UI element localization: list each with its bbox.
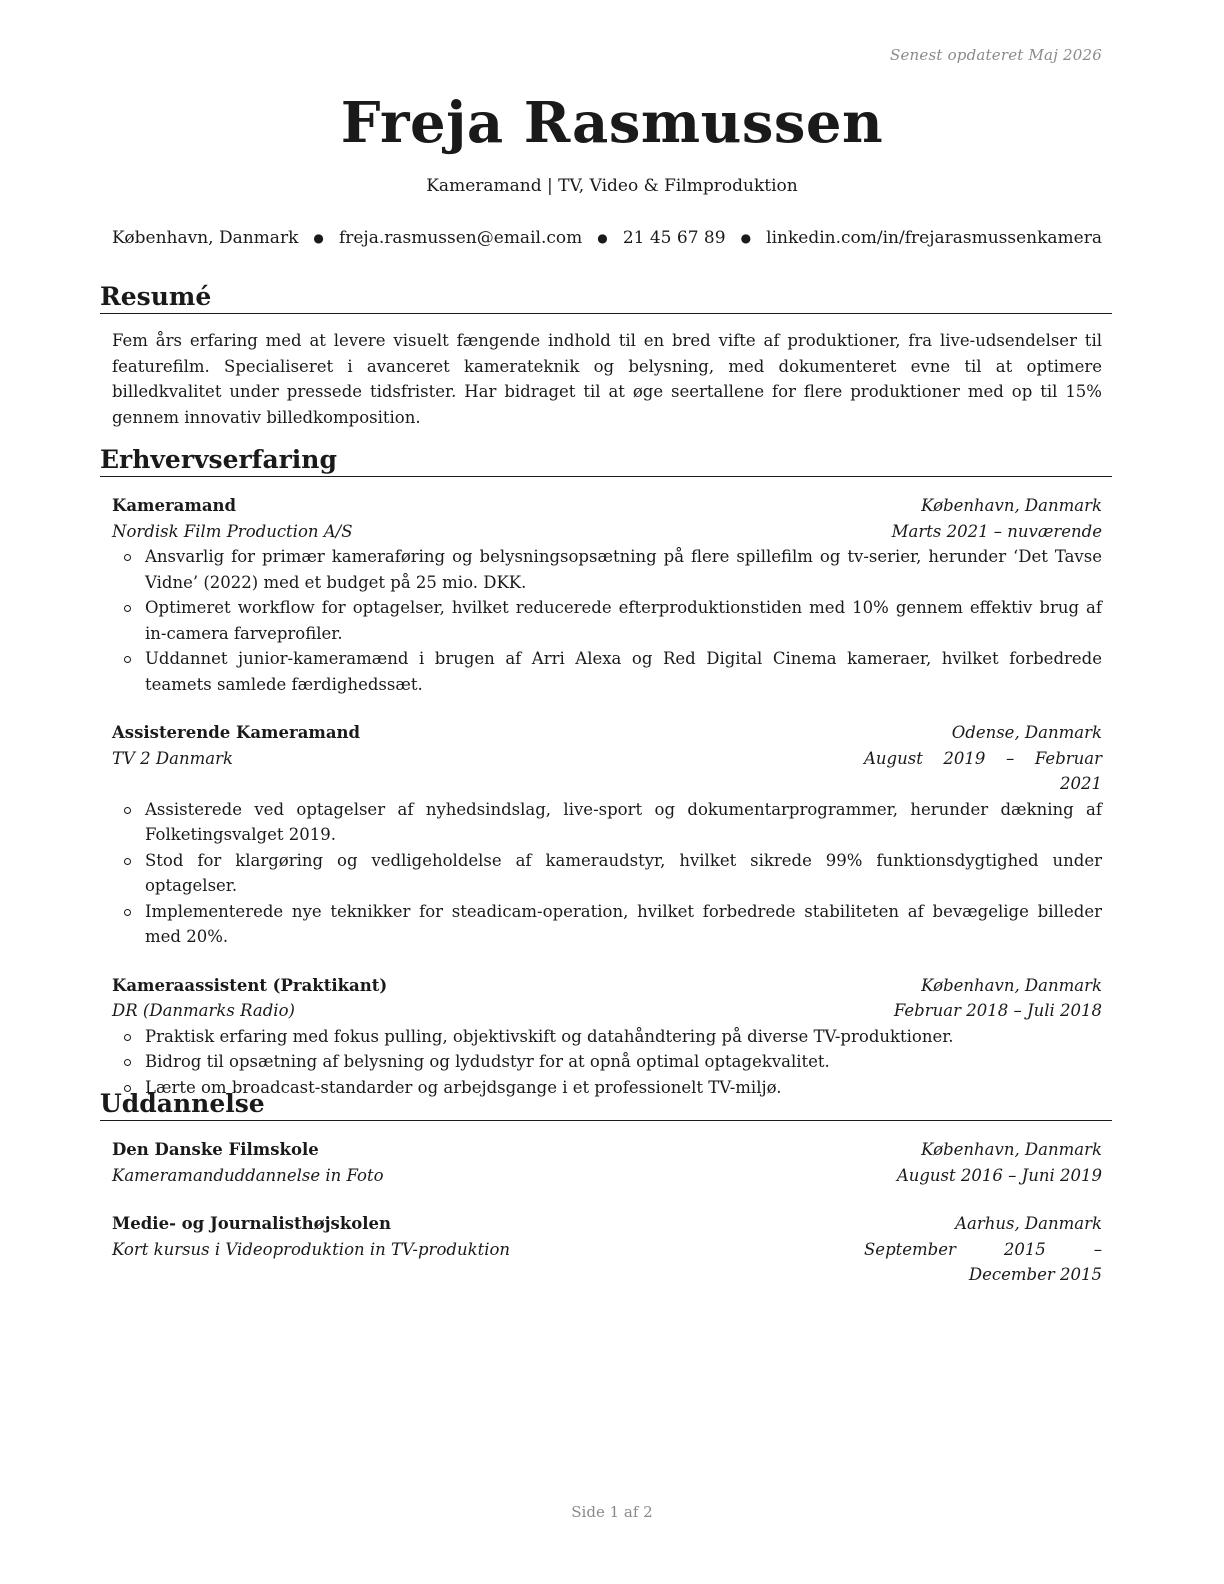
- experience-section: [100, 445, 1112, 1100]
- school-dates: August 2016 – Juni 2019: [896, 1165, 1102, 1185]
- school-degree: Kort kursus i Videoproduktion in TV-produktion: [112, 1239, 511, 1259]
- school-location: Aarhus, Danmark: [955, 1214, 1102, 1233]
- job-company: Nordisk Film Production A/S: [112, 521, 353, 541]
- job-role: Assisterende Kameramand: [112, 723, 361, 742]
- job-dates: Marts 2021 – nuværende: [891, 521, 1102, 541]
- school-location: København, Danmark: [921, 1140, 1102, 1159]
- contact-email[interactable]: freja.rasmussen@email.com: [338, 228, 583, 248]
- candidate-subtitle: Kameramand | TV, Video & Filmproduktion: [426, 176, 798, 196]
- list-item: Praktisk erfaring med fokus pulling, objektivskift og datahåndtering på diverse TV-produktioner.: [112, 1024, 1102, 1050]
- job-location: Odense, Danmark: [951, 723, 1102, 742]
- section-title-experience: Erhvervserfaring: [100, 445, 1112, 477]
- page-number: Side 1 af 2: [571, 1503, 653, 1521]
- school-name: Den Danske Filmskole: [112, 1140, 319, 1159]
- summary-section: [100, 282, 1112, 430]
- school-dates: September 2015 – December 2015: [864, 1239, 1102, 1284]
- contact-linkedin[interactable]: linkedin.com/in/frejarasmussenkamera: [766, 228, 1102, 248]
- job-dates: Februar 2018 – Juli 2018: [893, 1001, 1102, 1020]
- job-role: Kameramand: [112, 496, 237, 515]
- section-title-education: Uddannelse: [100, 1089, 1112, 1121]
- education-entry: [112, 1137, 1102, 1188]
- list-item: Uddannet junior-kameramænd i brugen af Arri Alexa og Red Digital Cinema kameraer, hvilket forbedrede teamets samlede færdighedssæt.: [112, 646, 1102, 697]
- job-location: København, Danmark: [921, 975, 1102, 995]
- bullet-separator-icon: ●: [313, 231, 324, 245]
- education-entry: [112, 1211, 1102, 1288]
- list-item: Stod for klargøring og vedligeholdelse af kameraudstyr, hvilket sikrede 99% funktionsdygtighed under optagelser.: [112, 848, 1102, 899]
- contact-line: [112, 228, 1102, 248]
- bullet-separator-icon: ●: [597, 231, 608, 245]
- list-item: Optimeret workflow for optagelser, hvilket reducerede efterproduktionstiden med 10% gennem effektiv brug af in-camera farveprofiler.: [112, 595, 1102, 646]
- candidate-name: Freja Rasmussen: [340, 90, 884, 156]
- contact-location: København, Danmark: [112, 228, 299, 248]
- job-bullets: [112, 544, 1102, 697]
- summary-text: Fem års erfaring med at levere visuelt fængende indhold til en bred vifte af produktioner, fra live-udsendelser til featurefilm. Specialiseret i avanceret kamerateknik og belysning, med dokumenteret evne til at optimere billedkvalitet under pressede tidsfrister. Har bidraget til at øge seertallene for flere produktioner med op til 15% gennem innovativ billedkomposition.: [112, 331, 1102, 427]
- job-entry: [112, 973, 1102, 1101]
- job-role: Kameraassistent (Praktikant): [112, 975, 388, 995]
- job-dates: August 2019 – Februar 2021: [864, 748, 1102, 793]
- list-item: Assisterede ved optagelser af nyhedsindslag, live-sport og dokumentarprogrammer, herunder dækning af Folketingsvalget 2019.: [112, 797, 1102, 848]
- bullet-separator-icon: ●: [740, 231, 752, 245]
- job-company: TV 2 Danmark: [112, 748, 233, 768]
- last-updated: Senest opdateret Maj 2026: [889, 46, 1102, 64]
- contact-phone: 21 45 67 89: [622, 228, 726, 248]
- list-item: Lærte om broadcast-standarder og arbejdsgange i et professionelt TV-miljø.: [112, 1075, 1102, 1101]
- education-section: [100, 1089, 1112, 1288]
- section-title-summary: Resumé: [100, 282, 1112, 314]
- list-item: Implementerede nye teknikker for steadicam-operation, hvilket forbedrede stabiliteten af bevægelige billeder med 20%.: [112, 899, 1102, 950]
- job-entry: [112, 493, 1102, 697]
- job-entry: [112, 720, 1102, 950]
- school-degree: Kameramanduddannelse in Foto: [112, 1165, 384, 1185]
- job-location: København, Danmark: [921, 496, 1102, 515]
- job-bullets: [112, 797, 1102, 950]
- list-item: Ansvarlig for primær kameraføring og belysningsopsætning på flere spillefilm og tv-serier, herunder ‘Det Tavse Vidne’ (2022) med et budget på 25 mio. DKK.: [112, 544, 1102, 595]
- job-company: DR (Danmarks Radio): [112, 1001, 295, 1020]
- list-item: Bidrog til opsætning af belysning og lydudstyr for at opnå optimal optagekvalitet.: [112, 1049, 1102, 1075]
- school-name: Medie- og Journalisthøjskolen: [112, 1214, 392, 1233]
